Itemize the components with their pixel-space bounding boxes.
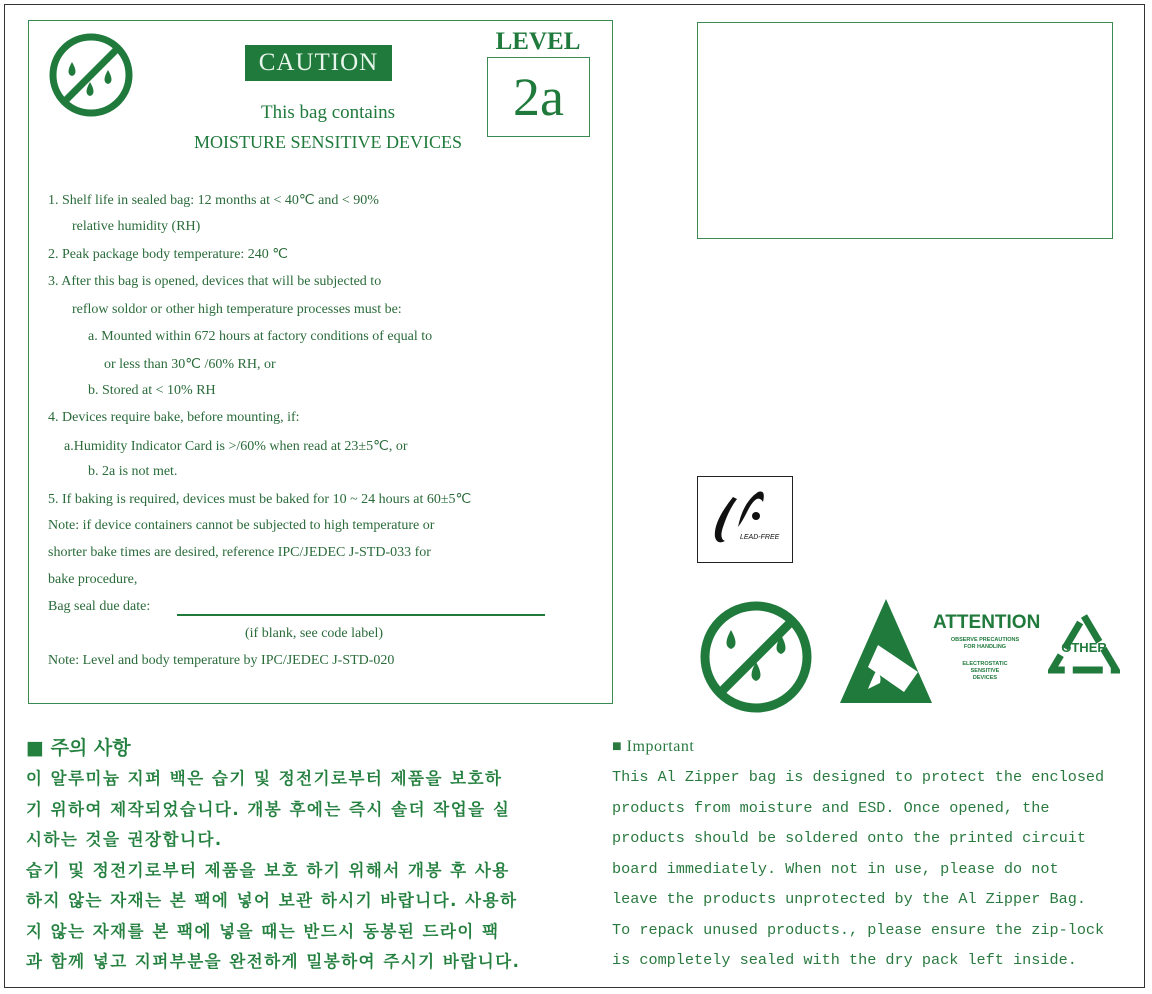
caution-line: (if blank, see code label) [245, 626, 383, 641]
english-line: products from moisture and ESD. Once opened, the [612, 798, 1050, 817]
caution-line: shorter bake times are desired, reference IPC/JEDEC J-STD-033 for [48, 545, 431, 560]
lead-free-logo [697, 476, 793, 563]
caution-line: 2. Peak package body temperature: 240 ℃ [48, 247, 289, 262]
bag-contains-text: This bag contains [260, 102, 396, 123]
no-moisture-icon [698, 600, 814, 714]
caution-line: b. 2a is not met. [88, 464, 178, 479]
korean-line: 이 알루미늄 지퍼 백은 습기 및 정전기로부터 제품을 보호하 [26, 769, 503, 788]
korean-line: 시하는 것을 권장합니다. [26, 830, 223, 849]
caution-line: 3. After this bag is opened, devices that will be subjected to [48, 274, 382, 289]
blank-code-label-area [697, 22, 1113, 239]
caution-line: 1. Shelf life in sealed bag: 12 months at < 40℃ and < 90% [48, 193, 379, 208]
attention-text: DEVICES [972, 675, 998, 681]
msd-heading: MOISTURE SENSITIVE DEVICES [194, 132, 462, 152]
caution-line: Note: if device containers cannot be subjected to high temperature or [48, 518, 435, 533]
caution-line: 5. If baking is required, devices must be baked for 10 ~ 24 hours at 60±5℃ [48, 492, 472, 507]
caution-line: bake procedure, [48, 572, 138, 587]
korean-line: 하지 않는 자재는 본 팩에 넣어 보관 하시기 바랍니다. 사용하 [26, 891, 518, 910]
level-label: LEVEL [495, 28, 581, 55]
caution-line: 4. Devices require bake, before mounting, if: [48, 410, 300, 425]
caution-line: a.Humidity Indicator Card is >/60% when read at 23±5℃, or [64, 439, 408, 454]
english-line: leave the products unprotected by the Al Zipper Bag. [612, 890, 1086, 908]
lead-free-text: LEAD-FREE [740, 534, 780, 541]
english-line: products should be soldered onto the printed circuit [612, 829, 1086, 847]
caution-line: or less than 30℃ /60% RH, or [104, 357, 276, 372]
korean-line: 기 위하여 제작되었습니다. 개봉 후에는 즉시 솔더 작업을 실 [26, 799, 511, 819]
lead-free-icon [698, 477, 791, 561]
korean-line: 지 않는 자재를 본 팩에 넣을 때는 반드시 동봉된 드라이 팩 [26, 921, 500, 941]
caution-line: Note: Level and body temperature by IPC/JEDEC J-STD-020 [48, 653, 395, 668]
seal-date-blank [177, 614, 545, 616]
korean-line: 과 함께 넣고 지퍼부분을 완전하게 밀봉하여 주시기 바랍니다. [26, 952, 521, 971]
attention-text: SENSITIVE [970, 668, 1000, 674]
english-line: To repack unused products., please ensure the zip-lock [612, 920, 1105, 939]
korean-heading: ■ 주의 사항 [26, 737, 131, 759]
recycle-icon [1048, 612, 1120, 678]
english-heading: ■ Important [612, 738, 695, 755]
caution-line: Bag seal due date: [48, 599, 151, 614]
caution-badge: CAUTION [245, 45, 392, 81]
english-line: This Al Zipper bag is designed to protect the enclosed [612, 768, 1105, 786]
korean-line: 습기 및 정전기로부터 제품을 보호 하기 위해서 개봉 후 사용 [26, 860, 510, 880]
caution-line: a. Mounted within 672 hours at factory conditions of equal to [88, 329, 433, 344]
attention-title: ATTENTION [933, 612, 1041, 633]
english-line: board immediately. When not in use, please do not [612, 859, 1059, 878]
attention-text: ELECTROSTATIC [962, 661, 1008, 667]
attention-text: FOR HANDLING [963, 644, 1007, 650]
attention-text: OBSERVE PRECAUTIONS [950, 637, 1020, 643]
english-line: is completely sealed with the dry pack left inside. [612, 951, 1077, 969]
recycle-text: OTHER [1061, 640, 1107, 655]
caution-line: b. Stored at < 10% RH [88, 383, 216, 398]
caution-line: relative humidity (RH) [72, 219, 201, 234]
caution-line: reflow soldor or other high temperature processes must be: [72, 302, 402, 317]
level-value: 2a [487, 57, 590, 137]
esd-warning-icon [838, 597, 934, 705]
